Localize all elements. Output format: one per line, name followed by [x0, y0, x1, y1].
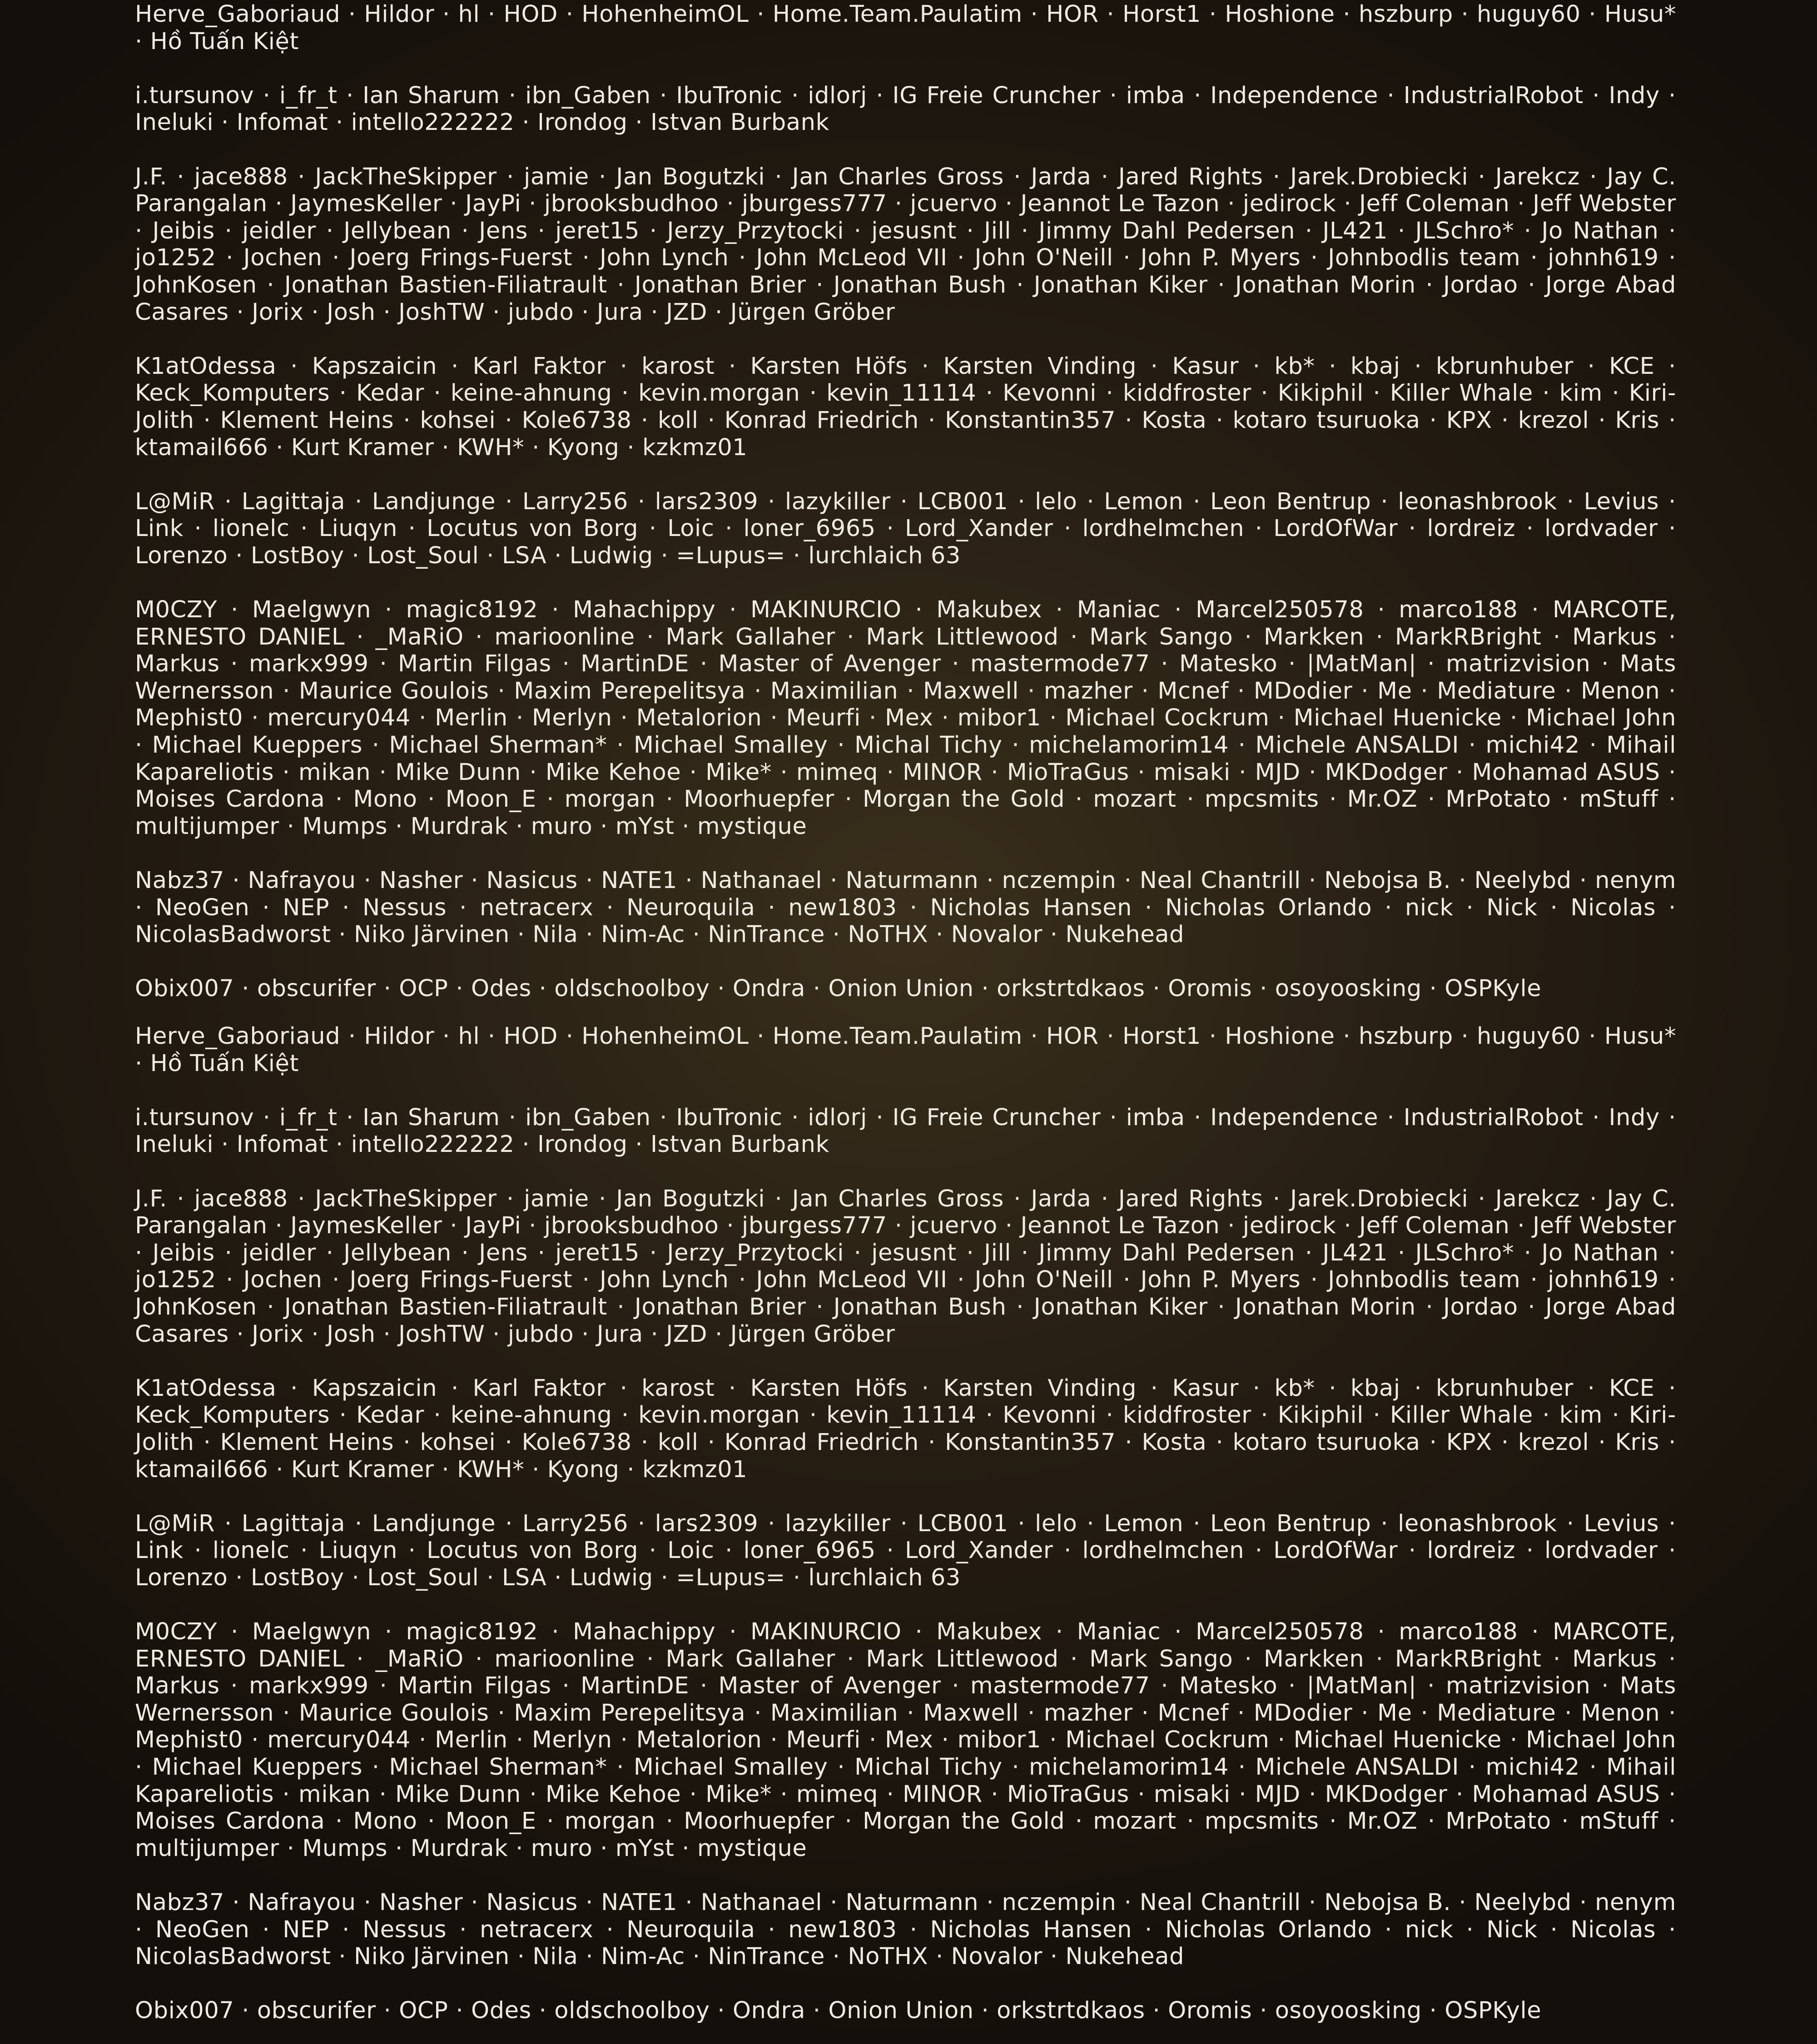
credits-list	[135, 1023, 1676, 2044]
credits-group-k: K1atOdessa · Kapszaicin · Karl Faktor · karost · Karsten Höfs · Karsten Vinding · Kasur · kb* · kbaj · kbrunhuber · KCE · Keck_Komputers · Kedar · keine-ahnung · kevin.morgan · kevin_11114 · Kevonni · kiddfroster · Kikiphil · Killer Whale · kim · Kiri-Jolith · Klement Heins · kohsei · Kole6738 · koll · Konrad Friedrich · Konstantin357 · Kosta · kotaro tsuruoka · KPX · krezol · Kris · ktamail666 · Kurt Kramer · KWH* · Kyong · kzkmz01	[135, 1374, 1676, 1483]
credits-list	[135, 1, 1676, 1022]
credits-group-i: i.tursunov · i_fr_t · Ian Sharum · ibn_Gaben · IbuTronic · idlorj · IG Freie Cruncher · imba · Independence · IndustrialRobot · Indy · Ineluki · Infomat · intello222222 · Irondog · Istvan Burbank	[135, 1104, 1676, 1158]
credits-panel-bottom	[0, 1022, 1817, 2044]
credits-group-o: Obix007 · obscurifer · OCP · Odes · oldschoolboy · Ondra · Onion Union · orkstrtdkaos · Oromis · osoyoosking · OSPKyle	[135, 1997, 1542, 2024]
credits-group-k: K1atOdessa · Kapszaicin · Karl Faktor · karost · Karsten Höfs · Karsten Vinding · Kasur · kb* · kbaj · kbrunhuber · KCE · Keck_Komputers · Kedar · keine-ahnung · kevin.morgan · kevin_11114 · Kevonni · kiddfroster · Kikiphil · Killer Whale · kim · Kiri-Jolith · Klement Heins · kohsei · Kole6738 · koll · Konrad Friedrich · Konstantin357 · Kosta · kotaro tsuruoka · KPX · krezol · Kris · ktamail666 · Kurt Kramer · KWH* · Kyong · kzkmz01	[135, 352, 1676, 461]
credits-group-l: L@MiR · Lagittaja · Landjunge · Larry256 · lars2309 · lazykiller · LCB001 · lelo · Lemon · Leon Bentrup · leonashbrook · Levius · Link · lionelc · Liuqyn · Locutus von Borg · Loic · loner_6965 · Lord_Xander · lordhelmchen · LordOfWar · lordreiz · lordvader · Lorenzo · LostBoy · Lost_Soul · LSA · Ludwig · =Lupus= · lurchlaich 63	[135, 1510, 1676, 1591]
credits-group-h: Herve_Gaboriaud · Hildor · hl · HOD · HohenheimOL · Home.Team.Paulatim · HOR · Horst1 · Hoshione · hszburp · huguy60 · Husu* · Hồ Tuấn Kiệt	[135, 1023, 1676, 1077]
credits-group-l: L@MiR · Lagittaja · Landjunge · Larry256 · lars2309 · lazykiller · LCB001 · lelo · Lemon · Leon Bentrup · leonashbrook · Levius · Link · lionelc · Liuqyn · Locutus von Borg · Loic · loner_6965 · Lord_Xander · lordhelmchen · LordOfWar · lordreiz · lordvader · Lorenzo · LostBoy · Lost_Soul · LSA · Ludwig · =Lupus= · lurchlaich 63	[135, 488, 1676, 569]
credits-group-m: M0CZY · Maelgwyn · magic8192 · Mahachippy · MAKINURCIO · Makubex · Maniac · Marcel250578 · marco188 · MARCOTE, ERNESTO DANIEL · _MaRiO · marioonline · Mark Gallaher · Mark Littlewood · Mark Sango · Markken · MarkRBright · Markus · Markus · markx999 · Martin Filgas · MartinDE · Master of Avenger · mastermode77 · Matesko · |MatMan| · matrizvision · Mats Wernersson · Maurice Goulois · Maxim Perepelitsya · Maximilian · Maxwell · mazher · Mcnef · MDodier · Me · Mediature · Menon · Mephist0 · mercury044 · Merlin · Merlyn · Metalorion · Meurfi · Mex · mibor1 · Michael Cockrum · Michael Huenicke · Michael John · Michael Kueppers · Michael Sherman* · Michael Smalley · Michal Tichy · michelamorim14 · Michele ANSALDI · michi42 · Mihail Kapareliotis · mikan · Mike Dunn · Mike Kehoe · Mike* · mimeq · MINOR · MioTraGus · misaki · MJD · MKDodger · Mohamad ASUS · Moises Cardona · Mono · Moon_E · morgan · Moorhuepfer · Morgan the Gold · mozart · mpcsmits · Mr.OZ · MrPotato · mStuff · multijumper · Mumps · Murdrak · muro · mYst · mystique	[135, 1618, 1676, 1862]
credits-group-h: Herve_Gaboriaud · Hildor · hl · HOD · HohenheimOL · Home.Team.Paulatim · HOR · Horst1 · Hoshione · hszburp · huguy60 · Husu* · Hồ Tuấn Kiệt	[135, 1, 1676, 55]
credits-group-j: J.F. · jace888 · JackTheSkipper · jamie · Jan Bogutzki · Jan Charles Gross · Jarda · Jared Rights · Jarek.Drobiecki · Jarekcz · Jay C. Parangalan · JaymesKeller · JayPi · jbrooksbudhoo · jburgess777 · jcuervo · Jeannot Le Tazon · jedirock · Jeff Coleman · Jeff Webster · Jeibis · jeidler · Jellybean · Jens · jeret15 · Jerzy_Przytocki · jesusnt · Jill · Jimmy Dahl Pedersen · JL421 · JLSchro* · Jo Nathan · jo1252 · Jochen · Joerg Frings-Fuerst · John Lynch · John McLeod VII · John O'Neill · John P. Myers · Johnbodlis team · johnh619 · JohnKosen · Jonathan Bastien-Filiatrault · Jonathan Brier · Jonathan Bush · Jonathan Kiker · Jonathan Morin · Jordao · Jorge Abad Casares · Jorix · Josh · JoshTW · jubdo · Jura · JZD · Jürgen Gröber	[135, 163, 1676, 326]
credits-group-j: J.F. · jace888 · JackTheSkipper · jamie · Jan Bogutzki · Jan Charles Gross · Jarda · Jared Rights · Jarek.Drobiecki · Jarekcz · Jay C. Parangalan · JaymesKeller · JayPi · jbrooksbudhoo · jburgess777 · jcuervo · Jeannot Le Tazon · jedirock · Jeff Coleman · Jeff Webster · Jeibis · jeidler · Jellybean · Jens · jeret15 · Jerzy_Przytocki · jesusnt · Jill · Jimmy Dahl Pedersen · JL421 · JLSchro* · Jo Nathan · jo1252 · Jochen · Joerg Frings-Fuerst · John Lynch · John McLeod VII · John O'Neill · John P. Myers · Johnbodlis team · johnh619 · JohnKosen · Jonathan Bastien-Filiatrault · Jonathan Brier · Jonathan Bush · Jonathan Kiker · Jonathan Morin · Jordao · Jorge Abad Casares · Jorix · Josh · JoshTW · jubdo · Jura · JZD · Jürgen Gröber	[135, 1185, 1676, 1348]
credits-group-m: M0CZY · Maelgwyn · magic8192 · Mahachippy · MAKINURCIO · Makubex · Maniac · Marcel250578 · marco188 · MARCOTE, ERNESTO DANIEL · _MaRiO · marioonline · Mark Gallaher · Mark Littlewood · Mark Sango · Markken · MarkRBright · Markus · Markus · markx999 · Martin Filgas · MartinDE · Master of Avenger · mastermode77 · Matesko · |MatMan| · matrizvision · Mats Wernersson · Maurice Goulois · Maxim Perepelitsya · Maximilian · Maxwell · mazher · Mcnef · MDodier · Me · Mediature · Menon · Mephist0 · mercury044 · Merlin · Merlyn · Metalorion · Meurfi · Mex · mibor1 · Michael Cockrum · Michael Huenicke · Michael John · Michael Kueppers · Michael Sherman* · Michael Smalley · Michal Tichy · michelamorim14 · Michele ANSALDI · michi42 · Mihail Kapareliotis · mikan · Mike Dunn · Mike Kehoe · Mike* · mimeq · MINOR · MioTraGus · misaki · MJD · MKDodger · Mohamad ASUS · Moises Cardona · Mono · Moon_E · morgan · Moorhuepfer · Morgan the Gold · mozart · mpcsmits · Mr.OZ · MrPotato · mStuff · multijumper · Mumps · Murdrak · muro · mYst · mystique	[135, 596, 1676, 840]
credits-group-o: Obix007 · obscurifer · OCP · Odes · oldschoolboy · Ondra · Onion Union · orkstrtdkaos · Oromis · osoyoosking · OSPKyle	[135, 975, 1542, 1002]
credits-group-n: Nabz37 · Nafrayou · Nasher · Nasicus · NATE1 · Nathanael · Naturmann · nczempin · Neal Chantrill · Nebojsa B. · Neelybd · nenym · NeoGen · NEP · Nessus · netracerx · Neuroquila · new1803 · Nicholas Hansen · Nicholas Orlando · nick · Nick · Nicolas · NicolasBadworst · Niko Järvinen · Nila · Nim-Ac · NinTrance · NoTHX · Novalor · Nukehead	[135, 1889, 1676, 1970]
credits-group-i: i.tursunov · i_fr_t · Ian Sharum · ibn_Gaben · IbuTronic · idlorj · IG Freie Cruncher · imba · Independence · IndustrialRobot · Indy · Ineluki · Infomat · intello222222 · Irondog · Istvan Burbank	[135, 82, 1676, 136]
credits-group-n: Nabz37 · Nafrayou · Nasher · Nasicus · NATE1 · Nathanael · Naturmann · nczempin · Neal Chantrill · Nebojsa B. · Neelybd · nenym · NeoGen · NEP · Nessus · netracerx · Neuroquila · new1803 · Nicholas Hansen · Nicholas Orlando · nick · Nick · Nicolas · NicolasBadworst · Niko Järvinen · Nila · Nim-Ac · NinTrance · NoTHX · Novalor · Nukehead	[135, 867, 1676, 948]
